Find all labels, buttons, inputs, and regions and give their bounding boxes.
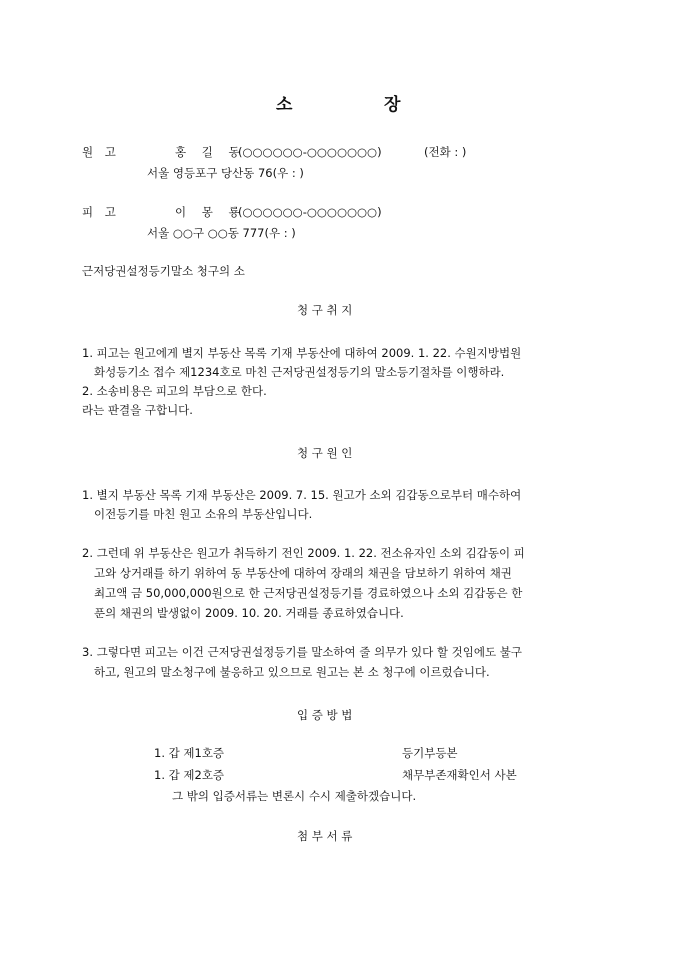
claim-cause-item2-line1: 2. 그런데 위 부동산은 원고가 취득하기 전인 2009. 1. 22. 전소유자인 소외 김갑동이 피 (82, 546, 525, 560)
claim-purpose-heading: 청 구 취 지 (297, 303, 353, 317)
claim-purpose-closing: 라는 판결을 구합니다. (82, 403, 193, 417)
attachments-heading: 첨 부 서 류 (297, 829, 353, 843)
evidence-note: 그 밖의 입증서류는 변론시 수시 제출하겠습니다. (172, 789, 417, 803)
evidence-item-label: 1. 갑 제1호증 (154, 746, 225, 760)
plaintiff-label: 원 고 (82, 145, 116, 159)
claim-purpose-item1-line1: 1. 피고는 원고에게 별지 부동산 목록 기재 부동산에 대하여 2009. 1. 22. 수원지방법원 (82, 346, 522, 360)
defendant-label: 피 고 (82, 205, 116, 219)
claim-cause-item1-line1: 1. 별지 부동산 목록 기재 부동산은 2009. 7. 15. 원고가 소외 김갑동으로부터 매수하여 (82, 488, 522, 502)
claim-cause-item2-line2: 고와 상거래를 하기 위하여 동 부동산에 대하여 장래의 채권을 담보하기 위하여 채권 (94, 566, 512, 580)
claim-cause-item2-line4: 푼의 채권의 발생없이 2009. 10. 20. 거래를 종료하였습니다. (94, 606, 404, 620)
claim-cause-item2-line3: 최고액 금 50,000,000원으로 한 근저당권설정등기를 경료하였으나 소외 김갑동은 한 (94, 586, 523, 600)
plaintiff-id: (○○○○○○-○○○○○○○) (238, 145, 382, 159)
evidence-item-label: 1. 갑 제2호증 (154, 768, 225, 782)
plaintiff-name: 홍 길 동 (175, 145, 240, 159)
evidence-heading: 입 증 방 법 (297, 708, 353, 722)
evidence-item-doc: 채무부존재확인서 사본 (402, 768, 517, 782)
case-name: 근저당권설정등기말소 청구의 소 (82, 264, 245, 278)
claim-purpose-item2: 2. 소송비용은 피고의 부담으로 한다. (82, 384, 267, 398)
title-char-right: 장 (384, 95, 401, 115)
claim-cause-item3-line1: 3. 그렇다면 피고는 이건 근저당권설정등기를 말소하여 줄 의무가 있다 할 것임에도 불구 (82, 645, 522, 659)
claim-cause-heading: 청 구 원 인 (297, 446, 353, 460)
claim-cause-item1-line2: 이전등기를 마친 원고 소유의 부동산입니다. (94, 507, 313, 521)
evidence-item-doc: 등기부등본 (402, 746, 458, 760)
defendant-id: (○○○○○○-○○○○○○○) (238, 205, 382, 219)
claim-purpose-item1-line2: 화성등기소 접수 제1234호로 마친 근저당권설정등기의 말소등기절차를 이행하라. (94, 365, 505, 379)
defendant-address: 서울 ○○구 ○○동 777(우 : ) (147, 226, 296, 240)
claim-cause-item3-line2: 하고, 원고의 말소청구에 불응하고 있으므로 원고는 본 소 청구에 이르렀습니다. (94, 665, 490, 679)
defendant-name: 이 몽 룡 (175, 205, 240, 219)
plaintiff-address: 서울 영등포구 당산동 76(우 : ) (147, 166, 304, 180)
title-char-left: 소 (276, 95, 293, 115)
plaintiff-phone: (전화 : ) (424, 145, 467, 159)
